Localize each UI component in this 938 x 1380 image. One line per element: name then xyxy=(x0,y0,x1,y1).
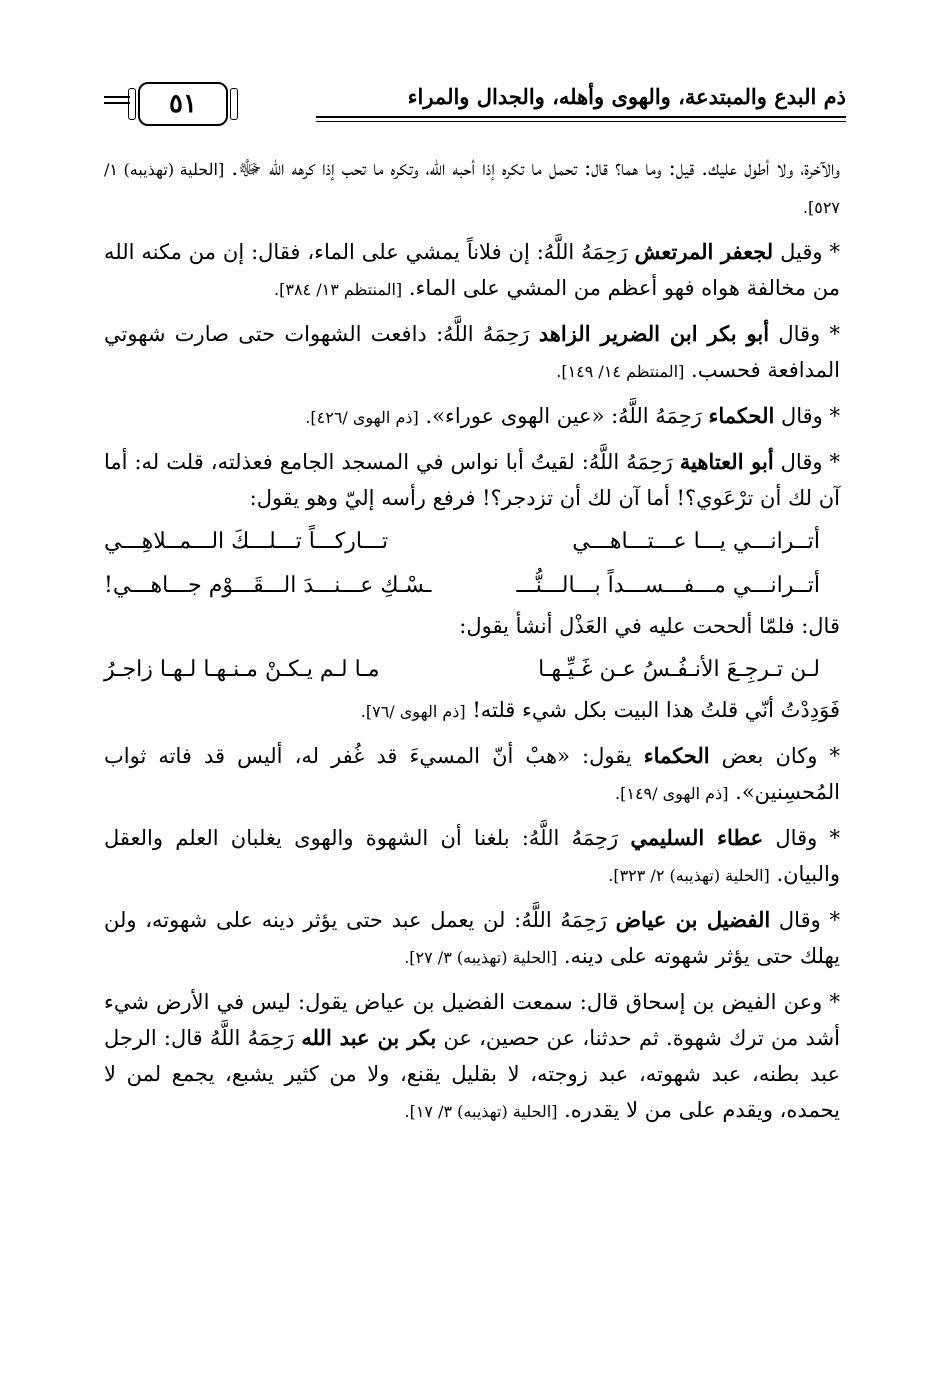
running-title: ذم البدع والمبتدعة، والهوى وأهله، والجدال والمراء xyxy=(407,84,846,109)
citation: [ذم الهوى /٧٦]. xyxy=(360,702,466,721)
citation: [الحلية (تهذيبه) ٢/ ٣٢٣]. xyxy=(608,866,770,885)
paragraph: * وقال أبو العتاهية رَحِمَهُ اللَّهُ: لقيتُ أبا نواس في المسجد الجامع فعذلته، قلت له: أما آن لك أن ترْعَوي؟! أما آن لك أن تزدجر؟! فرفع رأسه إليّ وهو يقول: xyxy=(104,449,841,510)
paragraph: * وقال أبو بكر ابن الضرير الزاهد رَحِمَهُ اللَّهُ: دافعت الشهوات حتى صارت شهوتي المدافعة فحسب. [المنتظم ١٤/ ١٤٩]. xyxy=(104,321,841,382)
paragraph: فَوَدِدْتُ أنّي قلتُ هذا البيت بكل شيء قلته! [ذم الهوى /٧٦]. xyxy=(360,698,840,722)
citation: [المنتظم ١٤/ ١٤٩]. xyxy=(556,362,685,381)
person-name: بكر بن عبد الله xyxy=(301,1025,437,1050)
poem-verse: أتــرانـــي يـــا عـــتـــاهـــي تـــاركـــاً تـــلـــكَ الـــمــلاهِـــي xyxy=(104,529,820,554)
page-header xyxy=(104,76,846,126)
header-rule-thin xyxy=(316,121,846,122)
poem-verse: لـن تـرجِـعَ الأنـفُـسُ عـن غَـيِّـهـا مـا لـم يـكـنْ مـنـهـا لـهـا زاجـرُ xyxy=(104,657,820,682)
paragraph: * وقال عطاء السليمي رَحِمَهُ اللَّهُ: بلغنا أن الشهوة والهوى يغلبان العلم والعقل والبيان. [الحلية (تهذيبه) ٢/ ٣٢٣]. xyxy=(104,825,840,886)
citation: [الحلية (تهذيبه) ١/ ٥٢٧]. xyxy=(104,160,840,217)
citation: [الحلية (تهذيبه) ٣/ ٢٧]. xyxy=(404,948,558,967)
citation: [ذم الهوى /١٤٩]. xyxy=(615,784,729,803)
person-name: الحكماء xyxy=(643,743,710,768)
citation: [المنتظم ١٣/ ٣٨٤]. xyxy=(274,280,403,299)
header-rule-left xyxy=(104,96,130,98)
person-name: لجعفر المرتعش xyxy=(634,239,774,264)
paragraph: * وقال الحكماء رَحِمَهُ اللَّهُ: «عين الهوى عوراء». [ذم الهوى /٤٢٦]. xyxy=(305,403,840,428)
page-number: ٥١ xyxy=(138,82,228,126)
person-name: الفضيل بن عياض xyxy=(615,907,771,932)
person-name: أبو العتاهية xyxy=(679,449,774,474)
paragraph: * وكان بعض الحكماء يقول: «هبْ أنّ المسيءَ قد غُفر له، أليس قد فاته ثواب المُحسِنين». [ذم الهوى /١٤٩]. xyxy=(104,743,841,804)
person-name: الحكماء xyxy=(708,403,775,428)
person-name: عطاء السليمي xyxy=(630,825,764,850)
person-name: أبو بكر ابن الضرير الزاهد xyxy=(538,321,770,346)
poem-verse: أتــرانـــي مـــفـــســـداً بـــالـــنُّـــ ـسْـكِ عـــنـــدَ الـــقَـــوْم جـــاهـــي! xyxy=(104,573,820,598)
paragraph: والآخرة، ولا أطول عليك. قيل: وما هما؟ قال: تحمل ما تكره إذا أحبه الله، وتكره ما تحب إذا كرهه الله ﷻ. [الحلية (تهذيبه) ١/ ٥٢٧]. xyxy=(104,156,841,217)
paragraph: قال: فلمّا ألححت عليه في العَذْل أنشأ يقول: xyxy=(459,614,840,638)
paragraph: * وقيل لجعفر المرتعش رَحِمَهُ اللَّهُ: إن فلاناً يمشي على الماء، فقال: إن من مكنه الله من مخالفة هواه فهو أعظم من المشي على الماء. [المنتظم ١٣/ ٣٨٤]. xyxy=(104,239,840,300)
page-body xyxy=(104,150,840,1138)
paragraph: * وقال الفضيل بن عياض رَحِمَهُ اللَّهُ: لن يعمل عبد حتى يؤثر دينه على شهوته، ولن يهلك حتى يؤثر شهوته على دينه. [الحلية (تهذيبه) ٣/ ٢٧]. xyxy=(104,907,840,968)
citation: [الحلية (تهذيبه) ٣/ ١٧]. xyxy=(404,1102,558,1121)
header-rule xyxy=(316,116,846,118)
header-rule-left-2 xyxy=(104,102,130,104)
paragraph: * وعن الفيض بن إسحاق قال: سمعت الفضيل بن عياض يقول: ليس في الأرض شيء أشد من ترك شهوة. ثم حدثنا، عن حصين، عن بكر بن عبد الله رَحِمَهُ اللَّهُ قال: الرجل عبد بطنه، عبد شهوته، عبد زوجته، لا بقليل يقنع، ولا من كثير يشبع، يجمع لمن لا يحمده، ويقدم على من لا يقدره. [الحلية (تهذيبه) ٣/ ١٧]. xyxy=(104,990,840,1122)
citation: [ذم الهوى /٤٢٦]. xyxy=(305,408,419,427)
